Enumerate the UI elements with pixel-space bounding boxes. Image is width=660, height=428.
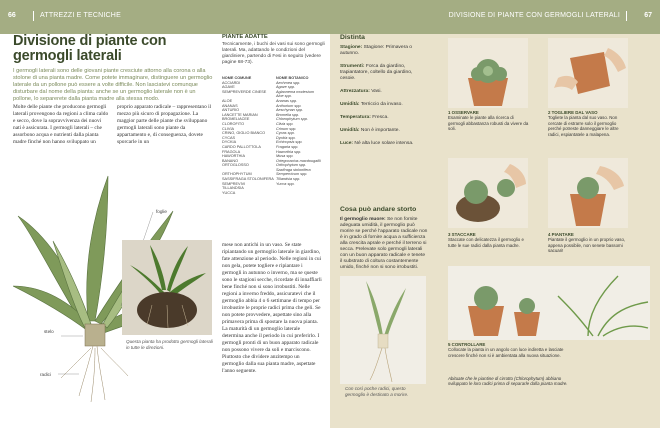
step-2-photo (548, 38, 628, 108)
left-caption: Questa pianta ha prodotto germogli laterali in tutte le direzioni. (126, 339, 213, 350)
suitable-plants-text: Tecnicamente, i buchi dei vasi sui sono germogli laterali. Ma, adattando le condizioni del giardiniere, partendo di Fesi in seguito (vedere pagine 68-73). (222, 42, 325, 65)
step-2-title: 2 TOGLIERE DAL VASO (548, 110, 598, 115)
checklist-row-value: Né alta luce solare intensa. (353, 141, 414, 146)
botanical-name-item: Aloe spp. (276, 94, 292, 99)
header-divider-left (33, 11, 34, 21)
body-column-2: proprio apparato radicale – rappresentano il mezzo più sicuro di propagazione. La maggior parte delle piante che sviluppano germogli laterali sono piante da appartamento e, di conseguenza, dovete sporcarle in un (117, 104, 212, 145)
step-1-text: Esaminate le piante alla ricerca di germogli abbastanza robusti da vivere da soli. (448, 115, 529, 132)
common-name-item: SASSIFRAGA STOLONIFERA (222, 177, 274, 182)
checklist-row (340, 45, 428, 57)
common-name-item: ACCIARDI (222, 80, 241, 85)
label-stem: stelo (44, 329, 54, 334)
section-title-right: DIVISIONE DI PIANTE CON GERMOGLI LATERALI (448, 12, 620, 19)
troubleshoot-text (340, 217, 428, 271)
checklist-row-label: Luce: (340, 141, 354, 146)
common-name-item: FRAGOLA (222, 149, 241, 154)
checklist-row-value: Non è importante. (359, 128, 400, 133)
botanical-name-item: Haworthia spp. (276, 149, 302, 154)
common-names-header: NOME COMUNE (222, 76, 252, 80)
page-title: Divisione di piante con germogli laterali (13, 33, 167, 64)
step-3-caption (448, 232, 530, 248)
step-2-caption (548, 110, 630, 137)
header-left (0, 0, 330, 34)
botanical-name-item: Sempervivum spp. (276, 172, 308, 177)
checklist-row-value: Terriccio da invaso. (359, 102, 403, 107)
botanical-name-item: Chlorophytum spp. (276, 117, 308, 122)
step-5-photo (448, 266, 650, 340)
checklist-row (340, 89, 428, 95)
section-title-left: ATTREZZI E TECNICHE (40, 12, 121, 19)
common-name-item: CYCAS (222, 135, 236, 140)
label-roots: radici (40, 372, 51, 377)
common-name-item: HAWORTHIA (222, 154, 245, 159)
common-name-item: DYCKIA (222, 140, 237, 145)
botanical-name-item: Crinum spp. (276, 126, 297, 131)
checklist-row (340, 115, 428, 121)
botanical-names-header: NOME BOTANICO (276, 76, 309, 80)
step-5-caption (448, 342, 568, 358)
step-4-text: Piantate il germoglio in un proprio vaso, appena possibile, non senete bassomi sacuari! (548, 237, 626, 254)
step-3-photo (448, 158, 528, 228)
botanical-name-item: Clivia spp. (276, 121, 294, 126)
botanical-name-item: Aglaonema modestum (276, 89, 314, 94)
botanical-name-item: Fragaria spp. (276, 144, 299, 149)
botanical-name-item: Bromelia spp. (276, 112, 300, 117)
common-name-item: CARDO PALLOTTOLA (222, 144, 261, 149)
checklist-row-label: Strumenti: (340, 64, 365, 69)
step-4-photo (548, 158, 628, 228)
botanical-name-item: Orthophytum spp. (276, 163, 307, 168)
common-name-item: ORTOGLOSSO (222, 163, 249, 168)
checklist-row-label: Umidità: (340, 102, 360, 107)
checklist-row-value: Forca da giardino, trapiantatore, coltello da giardino, cesoie. (340, 64, 413, 81)
body-column-1: Molte delle piante che producono germogli laterali provengono da regioni a clima caldo e secco, dove la sopravvivenza dei nuovi nati è assicurata. I germogli laterali – che assorbono acqua e nutrienti dalla pianta madre finché non hanno sviluppato un (13, 104, 109, 145)
common-name-item: SEMPREVERDE CINESE (222, 89, 267, 94)
weak-shoot-photo (340, 276, 426, 384)
botanical-name-item: Agave spp. (276, 85, 295, 90)
botanical-name-item: Aeschynan spp. (276, 108, 304, 113)
checklist-row-value: Vasi. (369, 89, 382, 94)
botanical-names-column (276, 76, 328, 186)
common-names-column (222, 76, 274, 195)
step-1-title: 1 OSSERVARE (448, 110, 479, 115)
step-5-text: Collocate la pianta in un angolo con luce indiretta e lasciate crescere finché non si è ambientata alla nuova situazione. (448, 347, 564, 358)
troubleshoot-box (340, 206, 428, 271)
botanical-name-item: Echinopsis spp. (276, 140, 303, 145)
page-number-right: 67 (644, 12, 652, 19)
checklist-row (340, 128, 428, 134)
checklist-row (340, 64, 428, 82)
common-name-item: CLIVIA (222, 126, 235, 131)
checklist-row-label: Attrezzatura: (340, 89, 370, 94)
botanical-name-item: Anthurium spp. (276, 103, 302, 108)
common-name-item: BANANO (222, 158, 239, 163)
stem-shape (85, 324, 105, 346)
checklist-row-value: Fresca. (370, 115, 389, 120)
weak-shoot-caption: Con così poche radici, questo germoglio è destinato a morire. (345, 386, 409, 397)
suitable-plants-title: PIANTE ADATTE (222, 34, 268, 40)
common-name-item: ANTURIO (222, 108, 240, 113)
checklist-box (340, 34, 428, 154)
checklist-row-label: Stagione: (340, 45, 363, 50)
checklist-title: Distinta (340, 34, 365, 41)
common-name-item: CRINO, GIGLIO BIANCO (222, 131, 266, 136)
botanical-name-item: Cycas spp. (276, 131, 295, 136)
step-4-caption (548, 232, 630, 254)
troubleshoot-body: Se non fornite adeguata umidità, il germoglio può morire se perché l'apparato radicale non è in grado di fornire acqua a sufficienza alla crescita aprale e perché il terreno si secca. Prelevate solo germogli laterali con un buon apparato radicale e tenete il substrato di coltura costantemente umido, finché non si sono irrobustiti. (340, 217, 428, 270)
header-divider-right (626, 11, 627, 21)
common-name-item: ORTHOPHYTUM (222, 172, 252, 177)
common-name-item: AGAVE (222, 85, 235, 90)
step-1-caption (448, 110, 530, 132)
checklist-row (340, 102, 428, 108)
step-1-photo (448, 38, 528, 108)
checklist-row (340, 141, 428, 147)
botanical-name-item: Ananas spp. (276, 98, 298, 103)
common-name-item: SEMPREVIVI (222, 181, 246, 186)
botanical-names-list (276, 81, 328, 187)
troubleshoot-title: Cosa può andare storto (340, 206, 417, 213)
page-number-left: 66 (8, 12, 16, 19)
intro-paragraph: I germogli laterali sono delle giovani piante cresciute attorno alla corona o alla stolone di una pianta madre. Come potete immaginare, distinguere un germoglio laterale da un pollone può essere a volte difficile. Non lasciatevi comunque disturbare dal nome della pianta: anche se un germoglio laterale non è un pollone, lo separerete dalla pianta madre alla stessa modo. (13, 68, 213, 102)
botanical-name-item: Musa spp. (276, 154, 294, 159)
step-2-text: Togliete la pianta dal suo vaso. Non cercate di estrarre solo il germoglio perché potreste danneggiare le altre radici, espiantatele a malapena. (548, 115, 619, 137)
common-name-item: TILLANDSIA (222, 186, 244, 191)
step-5-title: 5 CONTROLLARE (448, 342, 486, 347)
step-3-title: 3 STACCARE (448, 232, 476, 237)
botanical-name-item: Dyckia spp. (276, 135, 296, 140)
plant-photo-inset (122, 240, 212, 335)
common-name-item: ALOE (222, 98, 233, 103)
checklist-row-label: Temperatura: (340, 115, 371, 120)
botanical-name-item: Tillandsia spp. (276, 177, 301, 182)
final-caption: Abituate che le piantine di cirrotto (Chlorophytum) abbiano sviluppato le loro radici prima di separarle dalla pianta madre. (448, 376, 568, 387)
common-name-item: ANANAS (222, 103, 238, 108)
common-name-item: LANCETTE MARIAN (222, 112, 258, 117)
checklist-row-label: Umidità: (340, 128, 360, 133)
common-names-list (222, 81, 274, 196)
label-leaves: foglie (156, 209, 167, 214)
common-name-item: BROMELIACEE (222, 117, 250, 122)
leaf-shape (87, 176, 108, 321)
botanical-name-item: Aechmea spp. (276, 80, 301, 85)
checklist-row-value: Stagione: Primavera o autunno. (340, 45, 413, 56)
botanical-name-item: Saxifraga stolonifera (276, 167, 311, 172)
common-name-item: YUCCA (222, 190, 236, 195)
botanical-name-item: Yucca spp. (276, 181, 295, 186)
checklist-rows (340, 45, 428, 147)
step-4-title: 4 PIANTARE (548, 232, 574, 237)
header-right (330, 0, 660, 34)
body-column-3: mese non antichi in un vaso. Se state ripiantando un germoglio laterale in giardino, fate attenzione al periodo. Nelle regioni in cui non gela, potete togliere e ripiantare i germogli in autunno o inverno, ma se queste sono le stagioni secche, ricordate di innaffiarli bene finché non si sono irrobustiti. Nelle regioni a inverno freddo, assicuratevi che il germoglio abbia 4 o 6 settimane di tempo per irrobustire le proprie radici prima che geli. Se non potete provvedere, aspettate sino alla primavera prima di spostare la nuova pianta. La maturità di un germoglio laterale determina anche il periodo in cui preferirlo. I germogli pronti di un buon apparato radicale non possono vivere da soli e marciscono. Piuttosto che dividere anzitempo un germoglio dalla sua pianta madre, aspettate l'anno seguente. (222, 242, 322, 374)
botanical-name-item: Ortegocactus macdougallii (276, 158, 321, 163)
common-name-item: CLOROFITO (222, 121, 245, 126)
step-3-text: Staccate con delicatezza il germoglio e tutte le sue radici dalla pianta madre. (448, 237, 524, 248)
troubleshoot-lead: Il germoglio muore: (340, 217, 386, 222)
